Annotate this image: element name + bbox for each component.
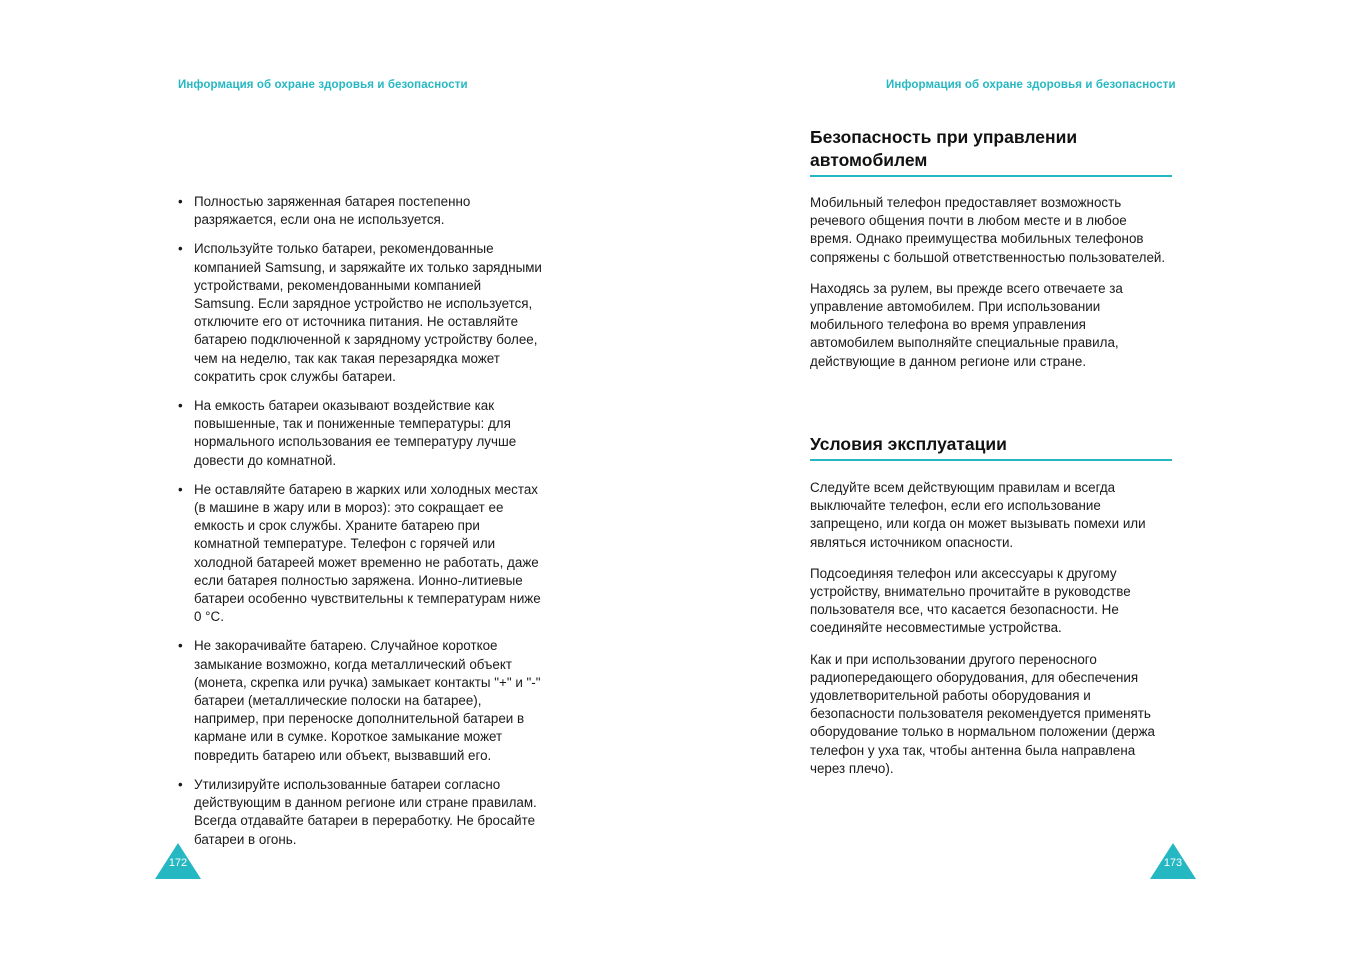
paragraph: Мобильный телефон предоставляет возможность речевого общения почти в любом месте и в любое время. Однако преимущества мобильных телефонов сопряжены с большой ответственностью пользователей. bbox=[810, 195, 1166, 265]
paragraph: Следуйте всем действующим правилам и всегда выключайте телефон, если его использование запрещено, или когда он может вызывать помехи или являться источником опасности. bbox=[810, 480, 1146, 550]
list-item bbox=[178, 637, 543, 764]
driving-safety-section bbox=[810, 126, 1172, 371]
bullet-icon: • bbox=[178, 638, 183, 654]
bullet-icon: • bbox=[178, 194, 183, 209]
list-item-text: Полностью заряженная батарея постепенно разряжается, если она не используется. bbox=[194, 194, 471, 228]
bullet-icon: • bbox=[178, 481, 183, 497]
list-item-text: Не оставляйте батарею в жарких или холодных местах (в машине в жару или в мороз): это сокращает ее емкость и срок службы. Храните батарею при комнатной температуре. Телефон с горячей или холодной батареей может временно не работать, даже если батарея полностью заряжена. Ионно-литиевые батареи особенно чувствительны к температурам ниже 0 °C. bbox=[194, 481, 541, 625]
bullet-icon: • bbox=[178, 398, 183, 414]
page-number-left: 172 bbox=[168, 857, 188, 869]
list-item-text: Утилизируйте использованные батареи согласно действующим в данном регионе или стране правилам. Всегда отдавайте батареи в переработку. Не бросайте батареи в огонь. bbox=[194, 776, 537, 847]
section-title-driving: Безопасность при управлении автомобилем bbox=[810, 126, 1172, 177]
list-item-text: На емкость батареи оказывают воздействие как повышенные, так и пониженные температуры: для нормального использования ее температуру лучше довести до комнатной. bbox=[194, 398, 517, 468]
section-title-operating: Условия эксплуатации bbox=[810, 433, 1172, 461]
list-item bbox=[178, 193, 543, 229]
bullet-icon: • bbox=[178, 241, 183, 257]
battery-bullet-list bbox=[178, 193, 543, 860]
list-item bbox=[178, 397, 543, 470]
paragraph: Находясь за рулем, вы прежде всего отвечаете за управление автомобилем. При использовании мобильного телефона во время управления автомобилем выполняйте специальные правила, действующие в данном регионе или стране. bbox=[810, 280, 1123, 369]
page-number-right: 173 bbox=[1163, 857, 1183, 869]
paragraph: Подсоединяя телефон или аксессуары к другому устройству, внимательно прочитайте в руководстве пользователя все, что касается безопасности. Не соединяйте несовместимые устройства. bbox=[810, 565, 1131, 636]
list-item bbox=[178, 240, 543, 386]
running-header-right: Информация об охране здоровья и безопасности bbox=[886, 79, 1176, 91]
list-item bbox=[178, 481, 543, 627]
list-item-text: Используйте только батареи, рекомендованные компанией Samsung, и заряжайте их только зарядными устройствами, рекомендованными компанией Samsung. Если зарядное устройство не используется, отключите его от источника питания. Не оставляйте батарею подключенной к зарядному устройству более, чем на неделю, так как такая перезарядка может сократить срок службы батареи. bbox=[194, 241, 542, 384]
list-item-text: Не закорачивайте батарею. Случайное короткое замыкание возможно, когда металлический объект (монета, скрепка или ручка) замыкает контакты "+" и "-" батареи (металлические полоски на батарее), например, при переноске дополнительной батареи в кармане или в сумке. Короткое замыкание может повредить батарею или объект, вызвавший его. bbox=[194, 638, 541, 763]
page-number-badge-left bbox=[155, 843, 201, 879]
running-header-left: Информация об охране здоровья и безопасности bbox=[178, 79, 468, 91]
bullet-icon: • bbox=[178, 776, 183, 792]
operating-conditions-section bbox=[810, 433, 1172, 778]
paragraph: Как и при использовании другого переносного радиопередающего оборудования, для обеспечения удовлетворительной работы оборудования и безопасности пользователя рекомендуется применять оборудование только в нормальном положении (держа телефон у уха так, чтобы антенна была направлена через плечо). bbox=[810, 651, 1155, 776]
list-item bbox=[178, 776, 543, 849]
page-number-badge-right bbox=[1150, 843, 1196, 879]
